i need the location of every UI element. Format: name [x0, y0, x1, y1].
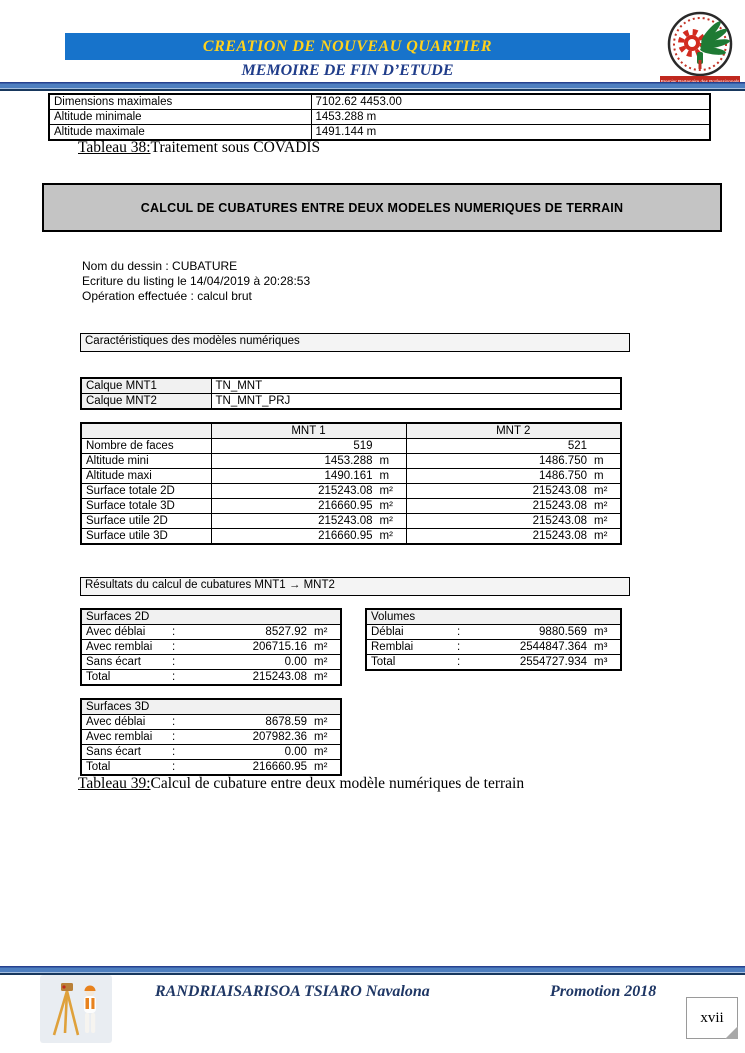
section-title: CALCUL DE CUBATURES ENTRE DEUX MODELES NUMERIQUES DE TERRAIN — [140, 200, 624, 215]
row-value: 0.00 — [284, 656, 307, 668]
header-divider-rule — [0, 82, 745, 91]
colon: : — [457, 641, 461, 653]
table-title: Volumes — [366, 609, 621, 625]
folded-corner-icon — [725, 1026, 738, 1039]
section-title-box — [42, 183, 722, 232]
page-number: xvii — [700, 1009, 724, 1026]
colon: : — [457, 656, 461, 668]
table-row — [81, 439, 621, 454]
mnt1-value: 216660.95 — [318, 500, 373, 512]
table-header-row — [366, 609, 621, 625]
row-unit: m² — [314, 626, 328, 638]
row-label: Surface utile 2D — [81, 514, 211, 529]
row-label: Total — [86, 671, 111, 683]
page-number-box — [686, 997, 738, 1039]
table-row — [81, 625, 341, 640]
table-row — [81, 670, 341, 686]
table-row — [81, 514, 621, 529]
row-value: 207982.36 — [252, 731, 307, 743]
row-value: 2554727.934 — [519, 656, 587, 668]
row-unit: m³ — [594, 641, 608, 653]
row-label: Altitude minimale — [49, 110, 311, 125]
row-value: 8527.92 — [265, 626, 307, 638]
mnt1-value: 215243.08 — [318, 485, 373, 497]
table-row — [366, 655, 621, 671]
table-row — [81, 529, 621, 545]
mnt2-unit: m — [594, 470, 604, 482]
footer-divider-rule — [0, 966, 745, 975]
colon: : — [172, 761, 176, 773]
table-row — [81, 730, 341, 745]
row-label: Total — [371, 656, 396, 668]
row-value: TN_MNT_PRJ — [211, 394, 621, 410]
resultats-header: Résultats du calcul de cubatures MNT1 → MNT2 — [80, 577, 630, 596]
mnt2-value: 215243.08 — [532, 500, 587, 512]
table-38-caption — [78, 139, 320, 157]
row-label: Sans écart — [86, 656, 141, 668]
surfaces-2d-table — [80, 608, 342, 686]
row-value: 215243.08 — [252, 671, 307, 683]
row-label: Dimensions maximales — [49, 94, 311, 110]
colon: : — [172, 641, 176, 653]
col-header-mnt1: MNT 1 — [211, 423, 406, 439]
table-row — [49, 94, 710, 110]
row-unit: m³ — [594, 626, 608, 638]
mnt1-value: 1453.288 — [324, 455, 373, 467]
row-value: 8678.59 — [265, 716, 307, 728]
row-label: Surface totale 2D — [81, 484, 211, 499]
row-label: Sans écart — [86, 746, 141, 758]
table-row — [49, 125, 710, 141]
row-label: Altitude maximale — [49, 125, 311, 141]
row-label: Surface utile 3D — [81, 529, 211, 545]
row-label: Avec déblai — [86, 716, 146, 728]
table-row — [81, 745, 341, 760]
colon: : — [172, 746, 176, 758]
caption-text: Traitement sous COVADIS — [150, 139, 321, 156]
row-label: Altitude mini — [81, 454, 211, 469]
table-row — [81, 394, 621, 410]
mnt1-unit: m² — [379, 500, 393, 512]
page-subtitle: MEMOIRE DE FIN D’ETUDE — [241, 62, 454, 79]
mnt2-unit: m² — [594, 530, 608, 542]
row-unit: m² — [314, 716, 328, 728]
row-label: Déblai — [371, 626, 404, 638]
table-row — [81, 715, 341, 730]
mnt2-value: 521 — [567, 440, 587, 452]
caption-label: Tableau 38: — [78, 139, 151, 156]
table-row — [81, 760, 341, 776]
table-header-row — [81, 423, 621, 439]
table-row — [81, 469, 621, 484]
row-value: 9880.569 — [539, 626, 587, 638]
mnt2-unit: m² — [594, 500, 608, 512]
row-label: Remblai — [371, 641, 414, 653]
row-value: 2544847.364 — [519, 641, 587, 653]
info-line: Nom du dessin : CUBATURE — [82, 259, 238, 273]
row-unit: m² — [314, 641, 328, 653]
colon: : — [172, 731, 176, 743]
table-39-caption — [78, 775, 524, 793]
row-label: Calque MNT1 — [81, 378, 211, 394]
mnt2-value: 1486.750 — [539, 470, 587, 482]
info-line: Ecriture du listing le 14/04/2019 à 20:28:53 — [82, 274, 311, 288]
colon: : — [457, 626, 461, 638]
mnt2-unit: m² — [594, 485, 608, 497]
row-label: Avec déblai — [86, 626, 146, 638]
mnt2-value: 215243.08 — [532, 530, 587, 542]
school-logo-icon — [659, 10, 741, 90]
mnt2-value: 215243.08 — [532, 515, 587, 527]
table-title: Surfaces 2D — [81, 609, 341, 625]
table-header-row — [81, 609, 341, 625]
row-label: Altitude maxi — [81, 469, 211, 484]
table-row — [49, 110, 710, 125]
mnt1-value: 216660.95 — [318, 530, 373, 542]
col-header-mnt2: MNT 2 — [406, 423, 621, 439]
table-row — [366, 640, 621, 655]
covadis-summary-table — [48, 93, 711, 141]
surfaces-3d-table — [80, 698, 342, 776]
table-row — [366, 625, 621, 640]
surveyor-icon — [40, 975, 112, 1043]
row-value: 1491.144 m — [311, 125, 710, 141]
mnt1-unit: m² — [379, 530, 393, 542]
table-row — [81, 499, 621, 514]
row-unit: m² — [314, 746, 328, 758]
mnt2-value: 1486.750 — [539, 455, 587, 467]
row-label: Calque MNT2 — [81, 394, 211, 410]
table-row — [81, 484, 621, 499]
row-label: Surface totale 3D — [81, 499, 211, 514]
mnt2-unit: m² — [594, 515, 608, 527]
mnt1-unit: m — [379, 470, 390, 482]
calque-table — [80, 377, 622, 410]
row-unit: m² — [314, 671, 328, 683]
mnt1-unit: m² — [379, 515, 393, 527]
volumes-table — [365, 608, 622, 671]
row-unit: m² — [314, 656, 328, 668]
caracteristiques-header: Caractéristiques des modèles numériques — [80, 333, 630, 352]
table-header-row — [81, 699, 341, 715]
table-row — [81, 378, 621, 394]
mnt1-value: 1490.161 — [324, 470, 373, 482]
mnt1-unit: m² — [379, 485, 393, 497]
banner-title: CREATION DE NOUVEAU QUARTIER — [202, 37, 493, 55]
footer-author: RANDRIAISARISOA TSIARO Navalona — [155, 983, 430, 1000]
caption-label: Tableau 39: — [78, 775, 151, 792]
footer-promotion: Promotion 2018 — [550, 983, 657, 1000]
mnt1-unit: m — [379, 455, 390, 467]
colon: : — [172, 716, 176, 728]
row-value: 1453.288 m — [311, 110, 710, 125]
table-row — [81, 655, 341, 670]
row-value: 0.00 — [284, 746, 307, 758]
mnt-comparison-table — [80, 422, 622, 545]
table-row — [81, 454, 621, 469]
row-unit: m² — [314, 761, 328, 773]
row-label: Nombre de faces — [81, 439, 211, 454]
caption-text: Calcul de cubature entre deux modèle numériques de terrain — [150, 775, 525, 792]
mnt2-value: 215243.08 — [532, 485, 587, 497]
page-header-banner — [65, 33, 630, 60]
mnt1-value: 215243.08 — [318, 515, 373, 527]
table-row — [81, 640, 341, 655]
colon: : — [172, 626, 176, 638]
info-line: Opération effectuée : calcul brut — [82, 289, 252, 303]
row-label: Total — [86, 761, 111, 773]
school-logo — [659, 10, 741, 90]
row-unit: m³ — [594, 656, 608, 668]
row-value: TN_MNT — [211, 378, 621, 394]
mnt1-value: 519 — [353, 440, 373, 452]
row-value: 7102.62 4453.00 — [311, 94, 710, 110]
row-label: Avec remblai — [86, 731, 153, 743]
colon: : — [172, 656, 176, 668]
table-title: Surfaces 3D — [81, 699, 341, 715]
row-value: 216660.95 — [252, 761, 307, 773]
colon: : — [172, 671, 176, 683]
row-unit: m² — [314, 731, 328, 743]
mnt2-unit: m — [594, 455, 604, 467]
row-value: 206715.16 — [252, 641, 307, 653]
listing-info — [82, 259, 310, 304]
row-label: Avec remblai — [86, 641, 153, 653]
